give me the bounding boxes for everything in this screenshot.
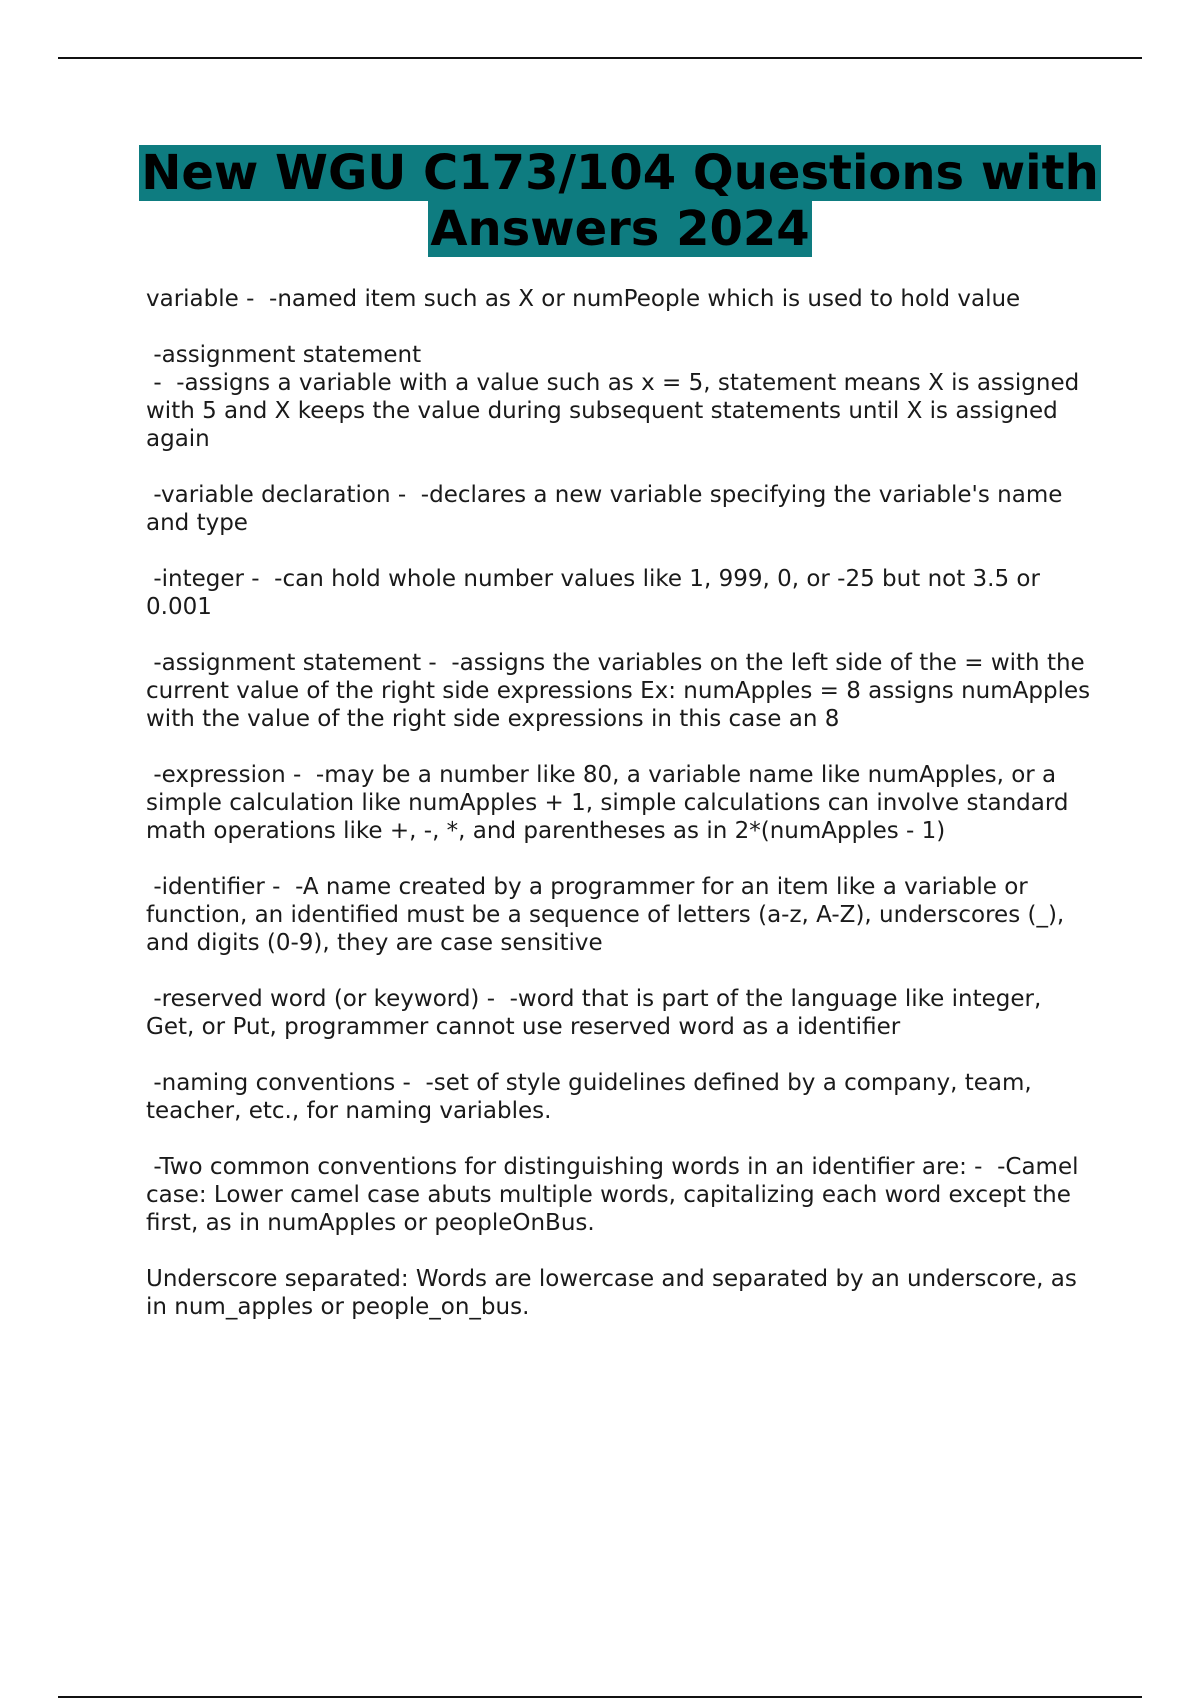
entry-integer: -integer - -can hold whole number values like 1, 999, 0, or -25 but not 3.5 or 0.001 xyxy=(146,566,1048,620)
entry-expression: -expression - -may be a number like 80, a variable name like numApples, or a simple calculation like numApples + 1, simple calculations can involve standard math operations like +, -, *, and parentheses as in 2*(numApples - 1) xyxy=(146,762,1076,844)
entry-common-conventions: -Two common conventions for distinguishing words in an identifier are: - -Camel case: Lower camel case abuts multiple words, capitalizing each word except the first, as in numApples or peopleOnBus. xyxy=(146,1154,1086,1236)
header-rule xyxy=(58,57,1142,59)
footer-rule xyxy=(58,1696,1142,1698)
entry-naming-conventions: -naming conventions - -set of style guidelines defined by a company, team, teacher, etc., for naming variables. xyxy=(146,1070,1040,1124)
entry-assignment-statement-1: -assignment statement - -assigns a variable with a value such as x = 5, statement means X is assigned with 5 and X keeps the value during subsequent statements until X is assigned again xyxy=(146,342,1080,452)
entry-variable-declaration: -variable declaration - -declares a new variable specifying the variable's name and type xyxy=(146,482,1070,536)
title-highlight: New WGU C173/104 Questions with Answers 2024 xyxy=(141,145,1099,257)
entry-assignment-statement-2: -assignment statement - -assigns the variables on the left side of the = with the current value of the right side expressions Ex: numApples = 8 assigns numApples with the value of the right side expressions in this case an 8 xyxy=(146,650,1098,732)
entry-identifier: -identifier - -A name created by a programmer for an item like a variable or function, an identified must be a sequence of letters (a-z, A-Z), underscores (_), and digits (0-9), they are case sensitive xyxy=(146,874,1072,956)
entry-reserved-word: -reserved word (or keyword) - -word that is part of the language like integer, Get, or Put, programmer cannot use reserved word as a identifier xyxy=(146,986,1049,1040)
entry-underscore-separated: Underscore separated: Words are lowercase and separated by an underscore, as in num_apples or people_on_bus. xyxy=(146,1266,1085,1320)
entry-variable: variable - -named item such as X or numPeople which is used to hold value xyxy=(146,286,1021,312)
document-body xyxy=(146,285,1096,1349)
document-title xyxy=(80,145,1160,257)
